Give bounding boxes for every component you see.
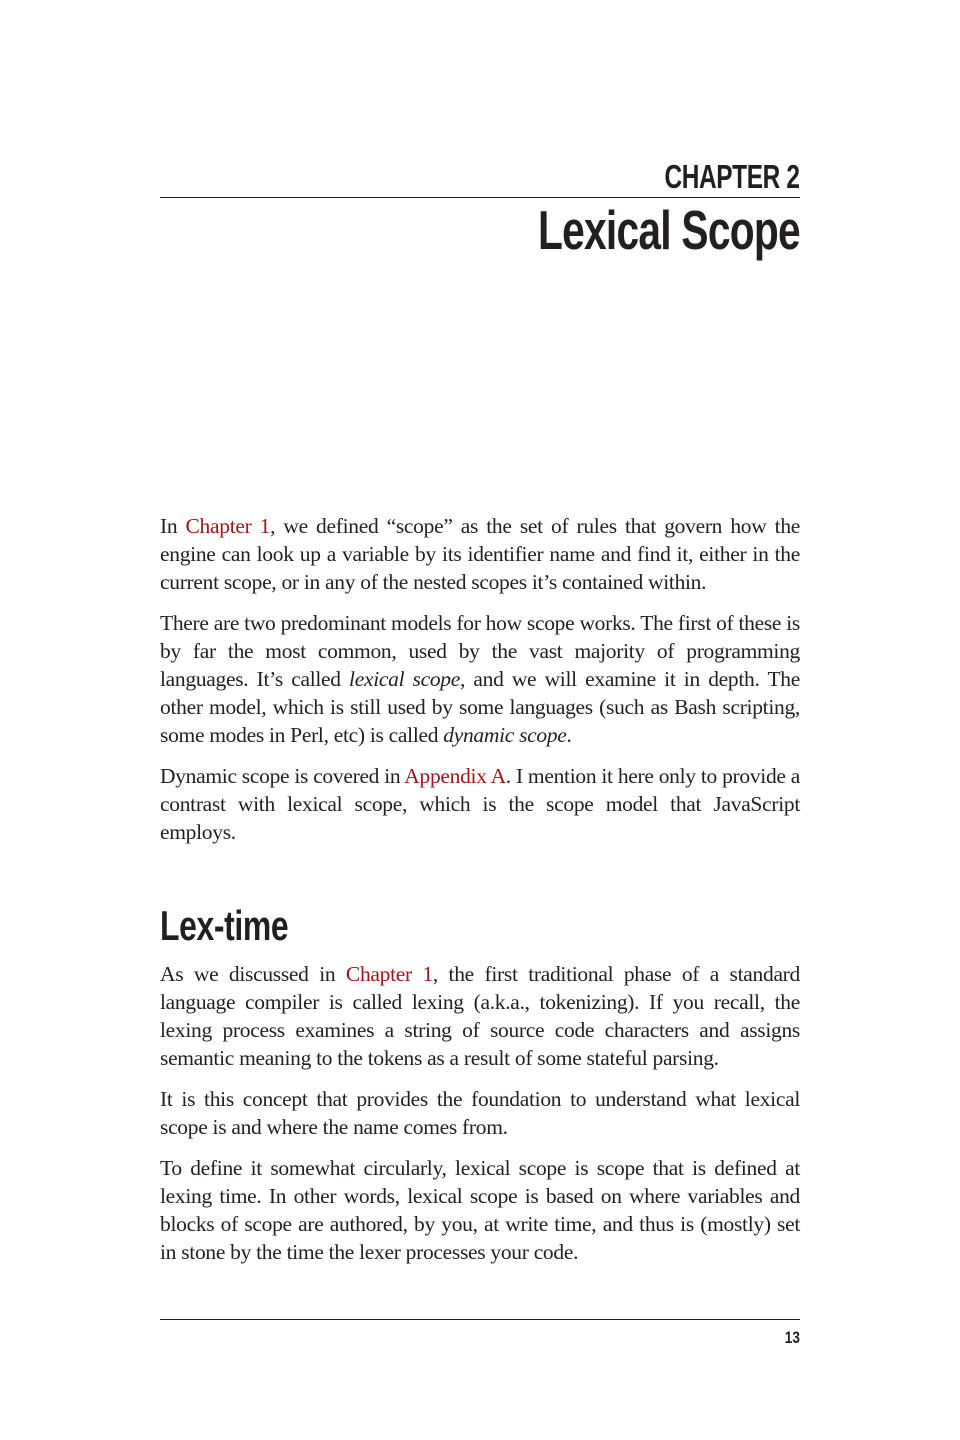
paragraph-text: As we discussed in <box>160 962 346 986</box>
paragraph-text: . <box>566 723 572 747</box>
paragraph <box>160 609 800 749</box>
paragraph-text: , the first traditional phase of a standard language compiler is called lexing (a.k.a., tokenizing). If you recall, the lexing process examines a string of source code characters and assigns semantic meaning to the tokens as a result of some stateful parsing. <box>160 962 800 1070</box>
footer-rule <box>160 1319 800 1320</box>
paragraph-text: It is this concept that provides the foundation to understand what lexical scope is and where the name comes from. <box>160 1087 800 1139</box>
section-text <box>160 960 800 1279</box>
paragraph <box>160 960 800 1072</box>
paragraph <box>160 1085 800 1141</box>
paragraph-text: , and we will examine it in depth. The other model, which is still used by some languages (such as Bash scripting, some modes in Perl, etc) is called <box>160 667 800 747</box>
paragraph-text: , we defined “scope” as the set of rules that govern how the engine can look up a variable by its identifier name and find it, either in the current scope, or in any of the nested scopes it’s contained within. <box>160 514 801 594</box>
page-number: 13 <box>784 1328 800 1347</box>
chapter-title: Lexical Scope <box>538 199 800 261</box>
cross-reference-link[interactable]: Appendix A <box>404 764 506 788</box>
chapter-label: CHAPTER 2 <box>664 158 800 195</box>
intro-text <box>160 512 800 859</box>
section-heading: Lex-time <box>160 902 289 949</box>
paragraph-text: There are two predominant models for how scope works. The first of these is by far the most common, used by the vast majority of programming languages. It’s called <box>160 611 800 691</box>
paragraph-text: To define it somewhat circularly, lexical scope is scope that is defined at lexing time. In other words, lexical scope is based on where variables and blocks of scope are authored, by you, at write time, and thus is (mostly) set in stone by the time the lexer processes your code. <box>160 1156 800 1264</box>
cross-reference-link[interactable]: Chapter 1 <box>185 514 271 538</box>
paragraph-text: Dynamic scope is covered in <box>160 764 405 788</box>
paragraph <box>160 1154 800 1266</box>
paragraph <box>160 512 800 596</box>
paragraph-text: . I mention it here only to provide a contrast with lexical scope, which is the scope model that JavaScript employs. <box>160 764 800 844</box>
paragraph <box>160 762 800 846</box>
cross-reference-link[interactable]: Chapter 1 <box>345 962 433 986</box>
paragraph-text: In <box>160 514 186 538</box>
emphasis-text: lexical scope <box>349 667 460 691</box>
emphasis-text: dynamic scope <box>443 723 567 747</box>
